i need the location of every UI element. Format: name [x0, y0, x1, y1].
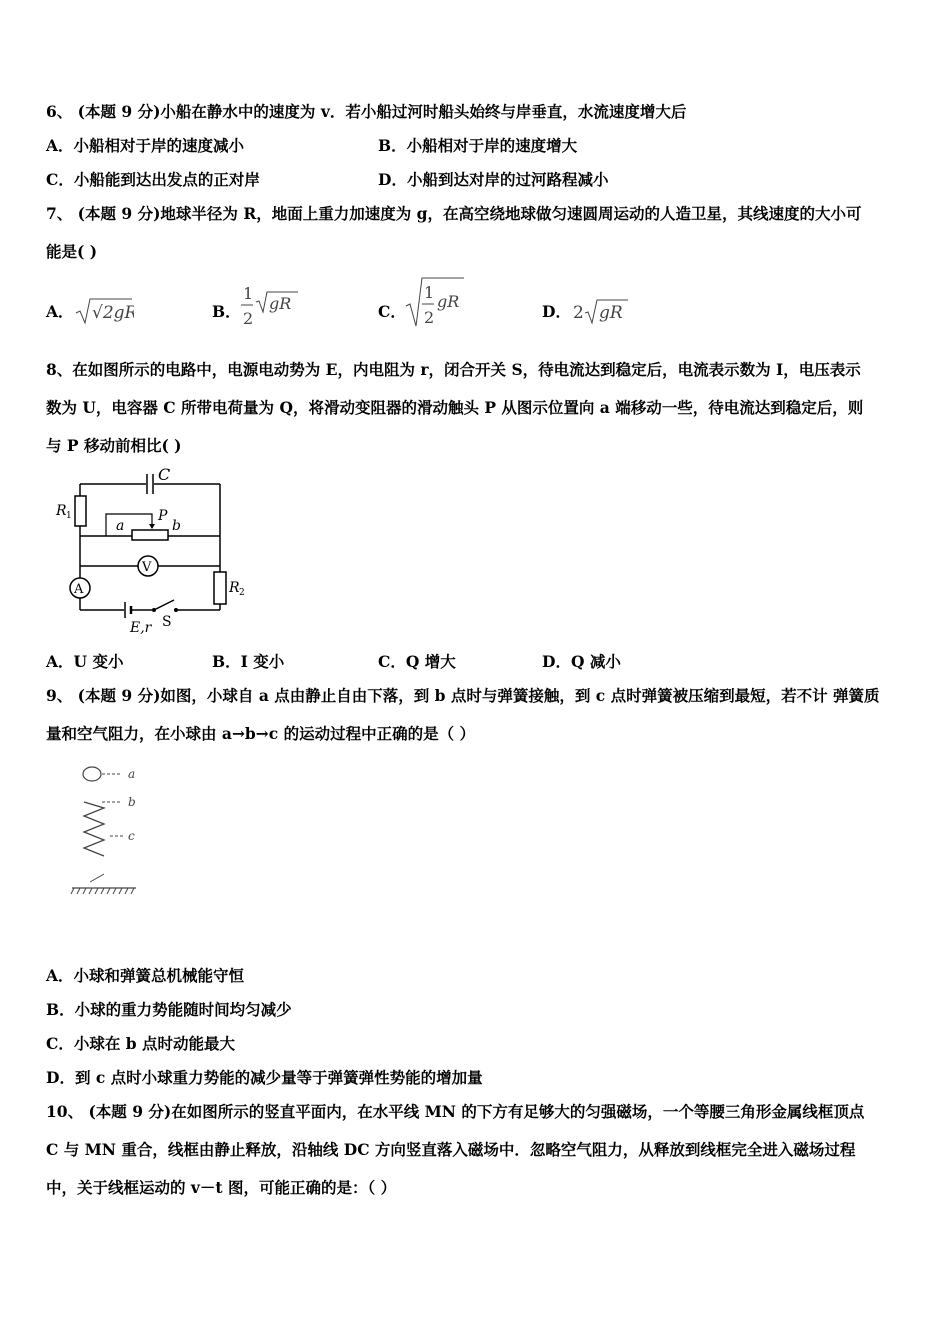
q7-b-radicand: gR	[269, 294, 292, 313]
q8-stem-line3: 与 P 移动前相比( )	[46, 436, 182, 455]
rheostat-end-a-label: a	[116, 518, 125, 534]
q7-a-radicand: √2gR	[92, 303, 134, 323]
q7-b-denominator: 2	[243, 309, 254, 328]
q7-c-denominator: 2	[424, 308, 435, 327]
q6-option-c: C．小船能到达出发点的正对岸	[46, 170, 260, 189]
q7-option-d-formula	[572, 294, 632, 332]
battery-label: E,r	[130, 620, 152, 636]
q7-option-a-label: A．	[46, 302, 74, 321]
q9-stem-line1: 9、 (本题 9 分)如图，小球自 a 点由静止自由下落，到 b 点时与弹簧接触，到 c 点时弹簧被压缩到最短，若不计 弹簧质	[46, 686, 880, 705]
q8-stem-line1: 8、在如图所示的电路中，电源电动势为 E，内电阻为 r，闭合开关 S，待电流达到稳定后，电流表示数为 I，电压表示	[46, 360, 861, 379]
ammeter-label: A	[74, 582, 84, 597]
q7-stem-line1: 7、 (本题 9 分)地球半径为 R，地面上重力加速度为 g，在高空绕地球做匀速圆周运动的人造卫星，其线速度的大小可	[46, 204, 862, 223]
q8-option-b: B．I 变小	[212, 652, 285, 671]
q8-option-d: D．Q 减小	[542, 652, 621, 671]
rheostat-end-b-label: b	[172, 518, 181, 534]
q7-option-b-label: B．	[212, 302, 241, 321]
capacitor-label: C	[158, 465, 171, 484]
point-a-label: a	[128, 767, 136, 781]
q7-option-d-label: D．	[542, 302, 571, 321]
r1-subscript: 1	[66, 511, 72, 521]
r1-label: R	[56, 503, 67, 519]
q7-b-numerator: 1	[243, 284, 254, 303]
q9-option-c: C．小球在 b 点时动能最大	[46, 1034, 235, 1053]
q9-stem-line2: 量和空气阻力，在小球由 a→b→c 的运动过程中正确的是（ ）	[46, 724, 475, 743]
q9-option-d: D．到 c 点时小球重力势能的减少量等于弹簧弹性势能的增加量	[46, 1068, 483, 1087]
q6-stem: 6、 (本题 9 分)小船在静水中的速度为 v．若小船过河时船头始终与岸垂直，水流速度增大后	[46, 102, 687, 121]
q7-option-c-formula	[404, 272, 468, 336]
q7-d-radicand: gR	[599, 303, 623, 323]
r2-label: R	[229, 580, 240, 596]
q6-option-b: B．小船相对于岸的速度增大	[378, 136, 578, 155]
switch-label: S	[162, 614, 172, 630]
q7-c-radicand: gR	[437, 292, 460, 311]
q7-option-a-formula	[74, 293, 134, 331]
q8-option-c: C．Q 增大	[378, 652, 456, 671]
q7-option-c-label: C．	[378, 302, 406, 321]
spring-ball-diagram	[66, 760, 156, 904]
q7-d-coefficient: 2	[573, 303, 584, 323]
q8-option-a: A．U 变小	[46, 652, 124, 671]
slider-p-label: P	[158, 508, 168, 524]
point-c-label: c	[128, 829, 135, 843]
voltmeter-label: V	[142, 560, 152, 575]
q10-stem-line1: 10、 (本题 9 分)在如图所示的竖直平面内，在水平线 MN 的下方有足够大的匀强磁场，一个等腰三角形金属线框顶点	[46, 1102, 865, 1121]
q7-c-numerator: 1	[424, 283, 435, 302]
point-b-label: b	[128, 795, 136, 809]
q9-option-a: A．小球和弹簧总机械能守恒	[46, 966, 245, 985]
r2-subscript: 2	[239, 588, 245, 598]
circuit-diagram	[54, 462, 254, 646]
q9-option-b: B．小球的重力势能随时间均匀减少	[46, 1000, 292, 1019]
q7-option-b-formula	[238, 282, 302, 336]
q10-stem-line2: C 与 MN 重合，线框由静止释放，沿轴线 DC 方向竖直落入磁场中．忽略空气阻力，从释放到线框完全进入磁场过程	[46, 1140, 856, 1159]
q7-stem-line2: 能是( )	[46, 242, 98, 261]
q10-stem-line3: 中，关于线框运动的 v－t 图，可能正确的是：（ ）	[46, 1178, 397, 1197]
q6-option-d: D．小船到达对岸的过河路程减小	[378, 170, 609, 189]
q6-option-a: A．小船相对于岸的速度减小	[46, 136, 245, 155]
q8-stem-line2: 数为 U，电容器 C 所带电荷量为 Q，将滑动变阻器的滑动触头 P 从图示位置向 a 端移动一些，待电流达到稳定后，则	[46, 398, 864, 417]
